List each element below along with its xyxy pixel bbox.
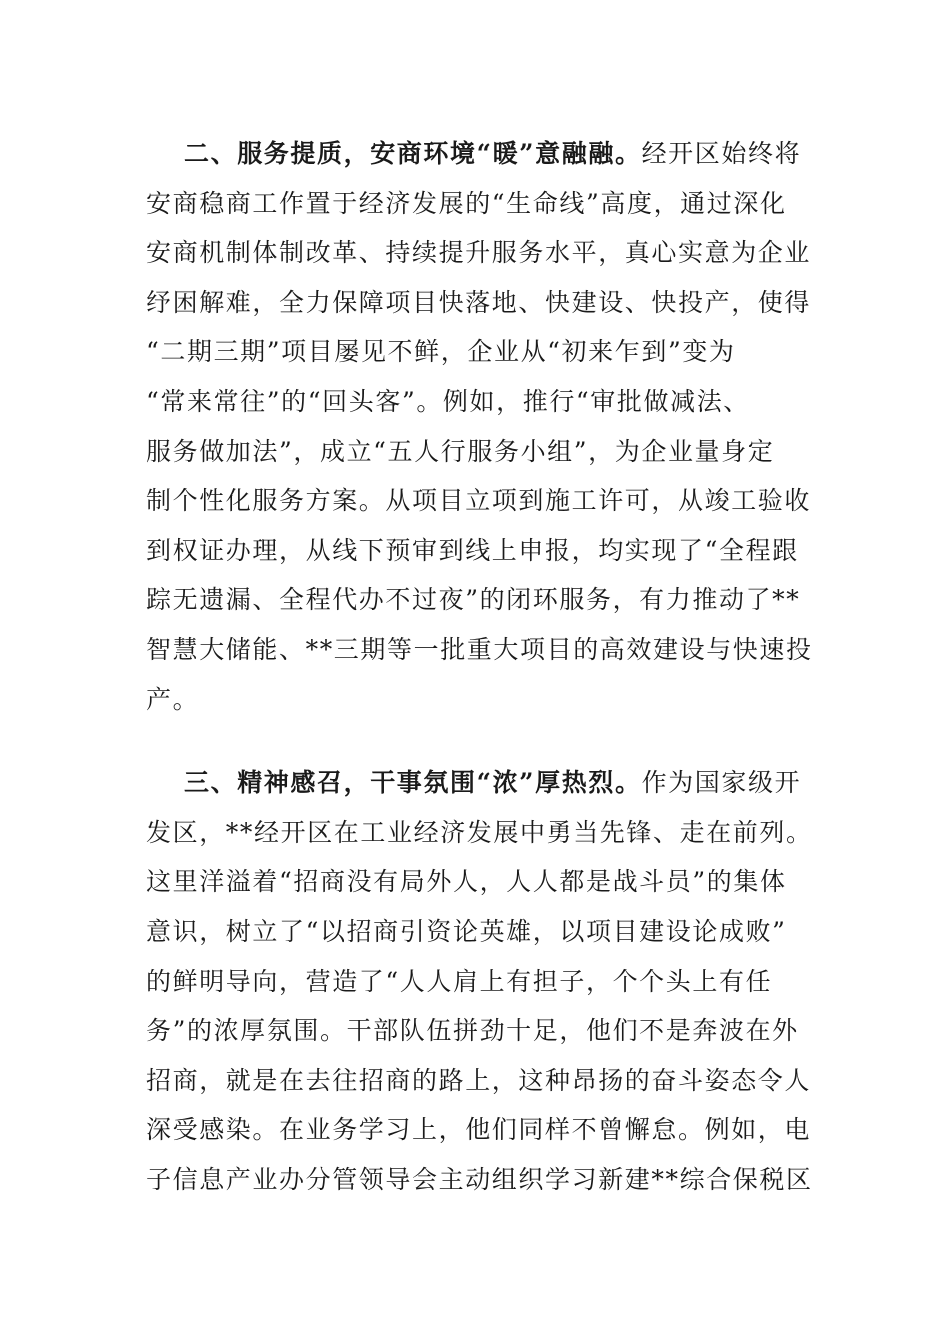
body-line: “二期三期”项目屡见不鲜，企业从“初来乍到”变为 bbox=[146, 337, 736, 367]
body-line: 安商机制体制改革、持续提升服务水平，真心实意为企业 bbox=[146, 238, 812, 268]
body-line: 智慧大储能、**三期等一批重大项目的高效建设与快速投 bbox=[146, 634, 813, 664]
body-text: 经开区始终将 bbox=[641, 139, 802, 168]
body-text: 作为国家级开 bbox=[641, 768, 802, 798]
paragraph-first-line bbox=[146, 758, 800, 808]
paragraph-spacer bbox=[146, 724, 800, 758]
body-line: 的鲜明导向，营造了“人人肩上有担子，个个头上有任 bbox=[146, 966, 773, 996]
section-heading: 二、服务提质，安商环境“暖”意融融。 bbox=[184, 139, 642, 168]
body-line: 制个性化服务方案。从项目立项到施工许可，从竣工验收 bbox=[146, 486, 812, 516]
body-line: 服务做加法”，成立“五人行服务小组”，为企业量身定 bbox=[146, 436, 775, 466]
paragraph-service-quality bbox=[146, 129, 813, 724]
body-line: 安商稳商工作置于经济发展的“生命线”高度，通过深化 bbox=[146, 188, 787, 218]
body-line: 发区，**经开区在工业经济发展中勇当先锋、走在前列。 bbox=[146, 817, 813, 847]
body-line: 这里洋溢着“招商没有局外人，人人都是战斗员”的集体 bbox=[146, 867, 787, 897]
body-line: “常来常往”的“回头客”。例如，推行“审批做减法、 bbox=[146, 386, 750, 416]
body-line: 深受感染。在业务学习上，他们同样不曾懈怠。例如，电 bbox=[146, 1115, 812, 1145]
paragraph-spirit bbox=[146, 758, 813, 1204]
paragraph-first-line bbox=[146, 129, 800, 179]
body-line: 产。 bbox=[146, 684, 200, 714]
body-line: 意识，树立了“以招商引资论英雄，以项目建设论成败” bbox=[146, 916, 787, 946]
body-line: 招商，就是在去往招商的路上，这种昂扬的奋斗姿态令人 bbox=[146, 1065, 812, 1095]
body-line: 子信息产业办分管领导会主动组织学习新建**综合保税区 bbox=[146, 1164, 813, 1194]
body-line: 到权证办理，从线下预审到线上申报，均实现了“全程跟 bbox=[146, 535, 799, 565]
body-line: 务”的浓厚氛围。干部队伍拼劲十足，他们不是奔波在外 bbox=[146, 1016, 799, 1046]
body-line: 踪无遗漏、全程代办不过夜”的闭环服务，有力推动了** bbox=[146, 585, 801, 615]
section-heading: 三、精神感召，干事氛围“浓”厚热烈。 bbox=[184, 768, 642, 798]
document-page bbox=[146, 129, 813, 1204]
body-line: 纾困解难，全力保障项目快落地、快建设、快投产，使得 bbox=[146, 287, 812, 317]
